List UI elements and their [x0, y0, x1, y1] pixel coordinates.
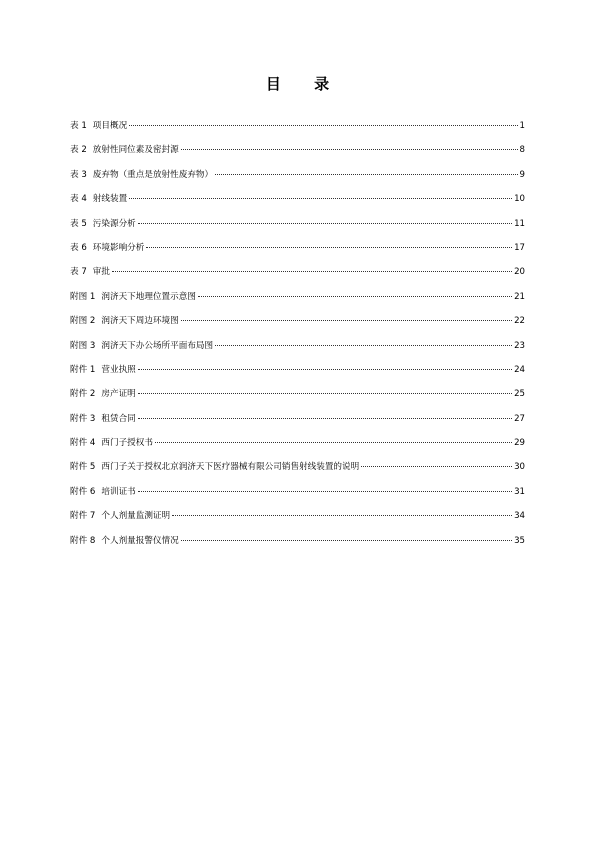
dot-leader	[361, 466, 512, 467]
toc-entry[interactable]	[70, 236, 525, 260]
entry-page-number: 22	[514, 316, 525, 327]
entry-page-number: 34	[514, 511, 525, 522]
entry-page-number: 10	[514, 194, 525, 205]
entry-page-number: 29	[514, 438, 525, 449]
entry-number: 附件 1	[70, 364, 96, 375]
entry-number: 表 2	[70, 145, 87, 156]
toc-entry[interactable]	[70, 334, 525, 358]
dot-leader	[215, 345, 512, 346]
entry-title: 培训证书	[101, 486, 136, 497]
toc-entry[interactable]	[70, 455, 525, 479]
entry-page-number: 1	[519, 121, 525, 131]
dot-leader	[172, 515, 512, 516]
toc-entry[interactable]	[70, 285, 525, 309]
entry-page-number: 9	[519, 169, 525, 180]
entry-number: 表 6	[70, 242, 87, 253]
entry-title: 润济天下地理位置示意图	[101, 291, 196, 302]
entry-page-number: 21	[514, 291, 525, 302]
entry-title: 润济天下办公场所平面布局图	[101, 340, 214, 351]
entry-number: 附件 2	[70, 389, 96, 400]
entry-page-number: 24	[514, 364, 525, 375]
entry-number: 附件 4	[70, 438, 96, 449]
entry-title: 环境影响分析	[92, 242, 145, 253]
entry-title: 个人剂量报警仪情况	[101, 535, 179, 546]
dot-leader	[138, 418, 512, 419]
entry-page-number: 35	[514, 535, 525, 546]
entry-title: 润济天下周边环境图	[101, 316, 179, 327]
entry-number: 附图 3	[70, 340, 96, 351]
entry-page-number: 31	[514, 486, 525, 497]
entry-page-number: 17	[514, 242, 525, 253]
entry-page-number: 27	[514, 413, 525, 424]
toc-entry[interactable]	[70, 407, 525, 431]
entry-title: 房产证明	[101, 389, 136, 400]
entry-title: 审批	[92, 267, 110, 278]
toc-entry[interactable]	[70, 504, 525, 528]
entry-title: 西门子授权书	[101, 438, 153, 449]
toc-entry[interactable]	[70, 114, 525, 138]
entry-number: 附件 5	[70, 462, 96, 473]
entry-page-number: 8	[519, 145, 525, 156]
entry-number: 表 1	[70, 121, 87, 131]
dot-leader	[155, 442, 512, 443]
entry-title: 污染源分析	[92, 218, 136, 229]
entry-title: 放射性同位素及密封源	[92, 145, 179, 156]
dot-leader	[181, 149, 518, 150]
entry-number: 附件 7	[70, 511, 96, 522]
entry-number: 附图 1	[70, 291, 96, 302]
dot-leader	[138, 491, 512, 492]
toc-entry[interactable]	[70, 431, 525, 455]
dot-leader	[215, 174, 517, 175]
toc-entry[interactable]	[70, 480, 525, 504]
entry-title: 个人剂量监测证明	[101, 511, 171, 522]
entry-number: 表 7	[70, 267, 87, 278]
dot-leader	[138, 223, 512, 224]
entry-title: 营业执照	[101, 364, 136, 375]
entry-number: 表 4	[70, 194, 87, 205]
toc-entry[interactable]	[70, 382, 525, 406]
toc-entry[interactable]	[70, 309, 525, 333]
entry-page-number: 25	[514, 389, 525, 400]
page-title: 目 录	[265, 75, 344, 93]
toc-entry[interactable]	[70, 212, 525, 236]
toc-entry[interactable]	[70, 358, 525, 382]
entry-page-number: 23	[514, 340, 525, 351]
dot-leader	[112, 271, 512, 272]
entry-page-number: 30	[514, 462, 525, 473]
entry-number: 附件 3	[70, 413, 96, 424]
dot-leader	[181, 320, 512, 321]
entry-number: 表 3	[70, 169, 87, 180]
entry-page-number: 20	[514, 267, 525, 278]
entry-title: 射线装置	[92, 194, 128, 205]
dot-leader	[129, 198, 512, 199]
dot-leader	[181, 540, 512, 541]
toc-entry[interactable]	[70, 260, 525, 284]
entry-number: 附图 2	[70, 316, 96, 327]
entry-page-number: 11	[514, 218, 525, 229]
entry-title: 项目概况	[92, 121, 128, 131]
dot-leader	[129, 125, 517, 126]
entry-number: 附件 6	[70, 486, 96, 497]
entry-title: 废弃物（重点是放射性废弃物）	[92, 169, 214, 180]
toc-entry[interactable]	[70, 187, 525, 211]
entry-title: 租赁合同	[101, 413, 136, 424]
entry-number: 附件 8	[70, 535, 96, 546]
dot-leader	[138, 393, 512, 394]
entry-number: 表 5	[70, 218, 87, 229]
dot-leader	[198, 296, 512, 297]
dot-leader	[138, 369, 512, 370]
table-of-contents	[70, 114, 525, 553]
toc-entry[interactable]	[70, 163, 525, 187]
dot-leader	[146, 247, 512, 248]
entry-title: 西门子关于授权北京润济天下医疗器械有限公司销售射线装置的说明	[101, 462, 360, 473]
toc-entry[interactable]	[70, 138, 525, 162]
toc-entry[interactable]	[70, 529, 525, 553]
